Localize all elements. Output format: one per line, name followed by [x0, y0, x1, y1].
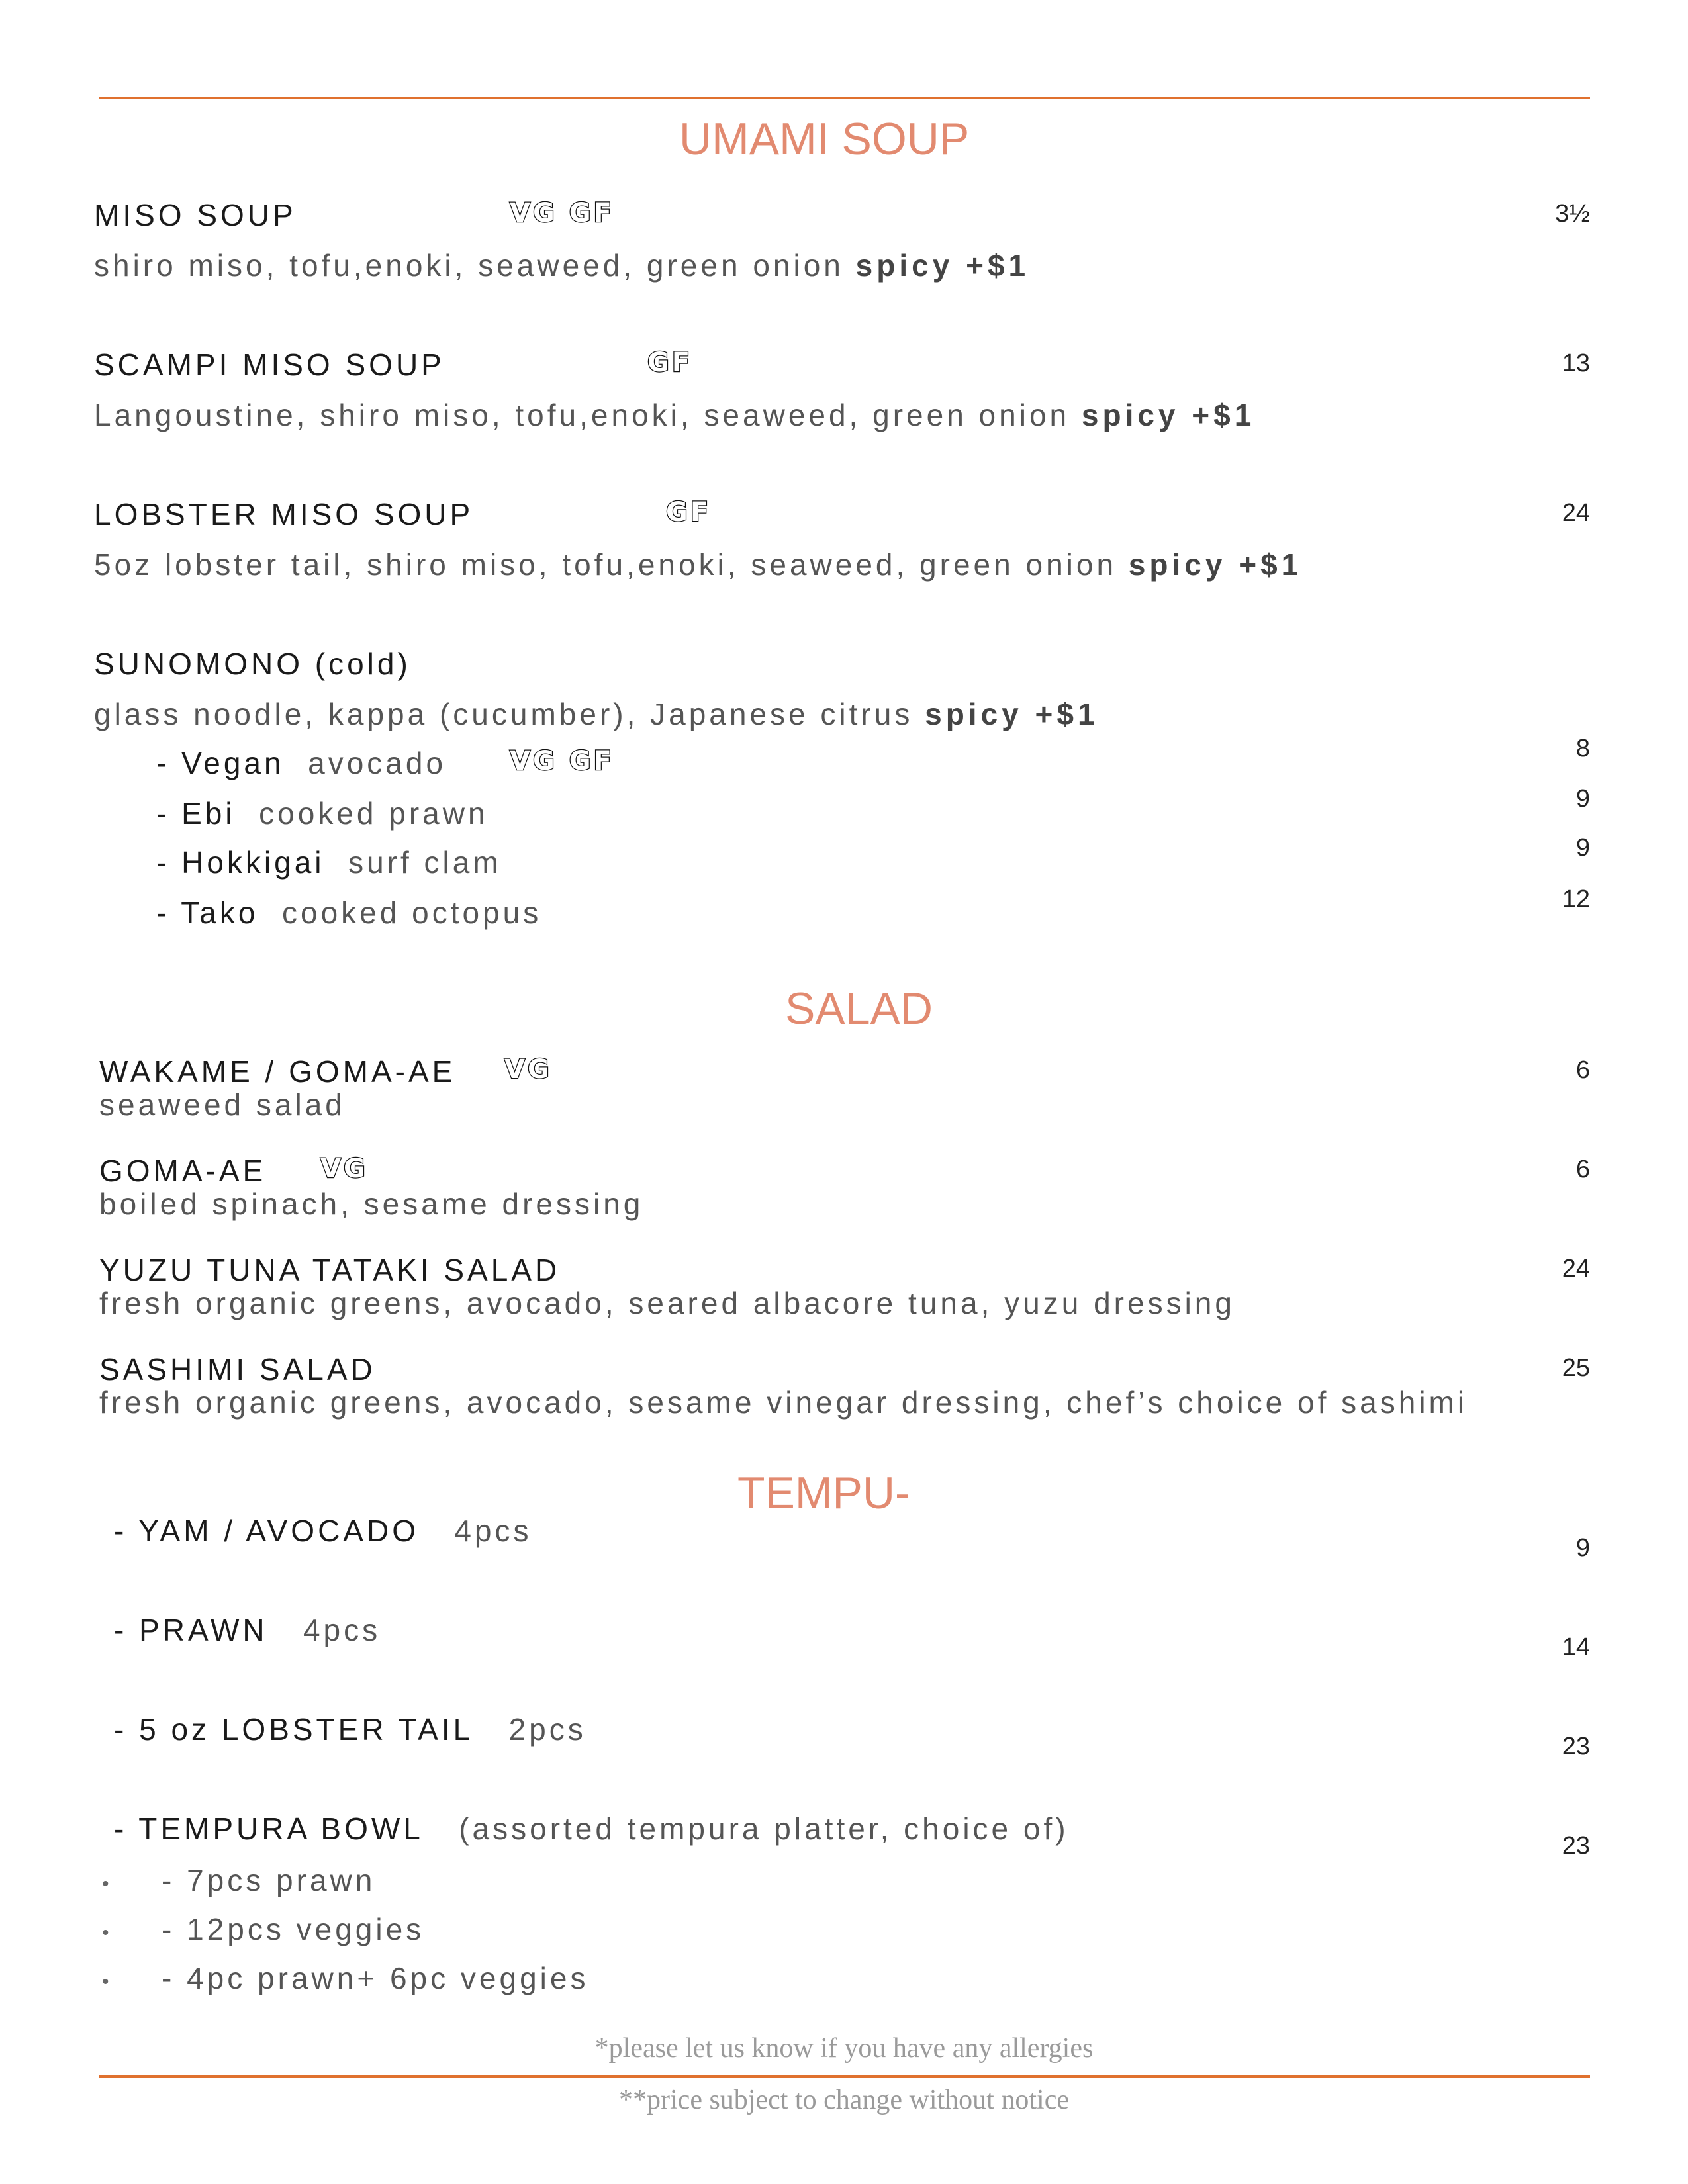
price-note: **price subject to change without notice [619, 2085, 1069, 2115]
menu-item-name: SCAMPI MISO SOUP [94, 347, 445, 382]
section-title-umami-soup: UMAMI SOUP [679, 114, 970, 164]
menu-item-description: Langoustine, shiro miso, tofu,enoki, seaweed, green onion spicy +$1 [94, 398, 1256, 432]
spicy-option: spicy +$1 [855, 248, 1030, 283]
item-price: 3½ [1555, 200, 1590, 228]
item-price: 9 [1575, 1534, 1590, 1562]
dietary-tags: VG [504, 1054, 552, 1085]
tempura-item: - 5 oz LOBSTER TAIL 2pcs [114, 1712, 586, 1747]
dietary-tags: VG [320, 1154, 368, 1184]
sunomono-option: - Vegan avocado [156, 746, 447, 780]
list-bullet: • [102, 1873, 109, 1895]
item-price: 12 [1562, 886, 1590, 913]
bottom-divider [99, 2075, 1590, 2078]
tempura-item: - PRAWN 4pcs [114, 1613, 381, 1647]
dietary-tags: GF [647, 347, 693, 378]
top-divider [99, 97, 1590, 99]
list-bullet: • [102, 1971, 109, 1993]
tempura-bowl-option: - 4pc prawn+ 6pc veggies [162, 1961, 589, 1995]
menu-item-description: fresh organic greens, avocado, sesame vinegar dressing, chef’s choice of sashimi [99, 1385, 1468, 1420]
spicy-option: spicy +$1 [925, 697, 1099, 731]
tempura-item: - TEMPURA BOWL (assorted tempura platter, choice of) [114, 1811, 1069, 1846]
menu-item-description: seaweed salad [99, 1087, 346, 1122]
menu-item-name: YUZU TUNA TATAKI SALAD [99, 1253, 561, 1287]
menu-item-name: MISO SOUP [94, 198, 297, 232]
item-price: 23 [1562, 1733, 1590, 1760]
tempura-bowl-option: - 7pcs prawn [162, 1863, 376, 1897]
sunomono-option: - Ebi cooked prawn [156, 796, 489, 831]
allergy-note: *please let us know if you have any allergies [594, 2033, 1094, 2064]
item-price: 24 [1562, 499, 1590, 527]
tempura-item: - YAM / AVOCADO 4pcs [114, 1514, 532, 1548]
item-price: 9 [1575, 785, 1590, 813]
spicy-option: spicy +$1 [1128, 547, 1303, 582]
tempura-bowl-option: - 12pcs veggies [162, 1912, 425, 1946]
item-price: 9 [1575, 834, 1590, 862]
dietary-tags: VG GF [510, 746, 614, 776]
section-title-tempura: TEMPU- [737, 1468, 910, 1518]
item-price: 13 [1562, 349, 1590, 377]
spicy-option: spicy +$1 [1081, 398, 1256, 432]
item-price: 6 [1575, 1156, 1590, 1183]
list-bullet: • [102, 1922, 109, 1944]
menu-item-description: shiro miso, tofu,enoki, seaweed, green onion spicy +$1 [94, 248, 1030, 283]
section-title-salad: SALAD [785, 983, 933, 1034]
menu-item-name: SUNOMONO (cold) [94, 647, 411, 681]
item-price: 23 [1562, 1832, 1590, 1860]
menu-item-name: LOBSTER MISO SOUP [94, 497, 474, 531]
item-price: 25 [1562, 1354, 1590, 1382]
menu-item-name: GOMA-AE [99, 1154, 267, 1188]
menu-item-description: glass noodle, kappa (cucumber), Japanese citrus spicy +$1 [94, 697, 1099, 731]
item-price: 8 [1575, 735, 1590, 762]
menu-item-description: 5oz lobster tail, shiro miso, tofu,enoki, seaweed, green onion spicy +$1 [94, 547, 1303, 582]
item-price: 24 [1562, 1255, 1590, 1283]
menu-item-name: SASHIMI SALAD [99, 1352, 376, 1387]
dietary-tags: VG GF [510, 198, 614, 228]
dietary-tags: GF [666, 497, 712, 527]
item-price: 6 [1575, 1056, 1590, 1084]
item-price: 14 [1562, 1633, 1590, 1661]
menu-item-description: boiled spinach, sesame dressing [99, 1187, 644, 1221]
sunomono-option: - Hokkigai surf clam [156, 845, 502, 880]
sunomono-option: - Tako cooked octopus [156, 895, 542, 930]
menu-item-name: WAKAME / GOMA-AE [99, 1054, 456, 1089]
menu-item-description: fresh organic greens, avocado, seared albacore tuna, yuzu dressing [99, 1286, 1235, 1320]
